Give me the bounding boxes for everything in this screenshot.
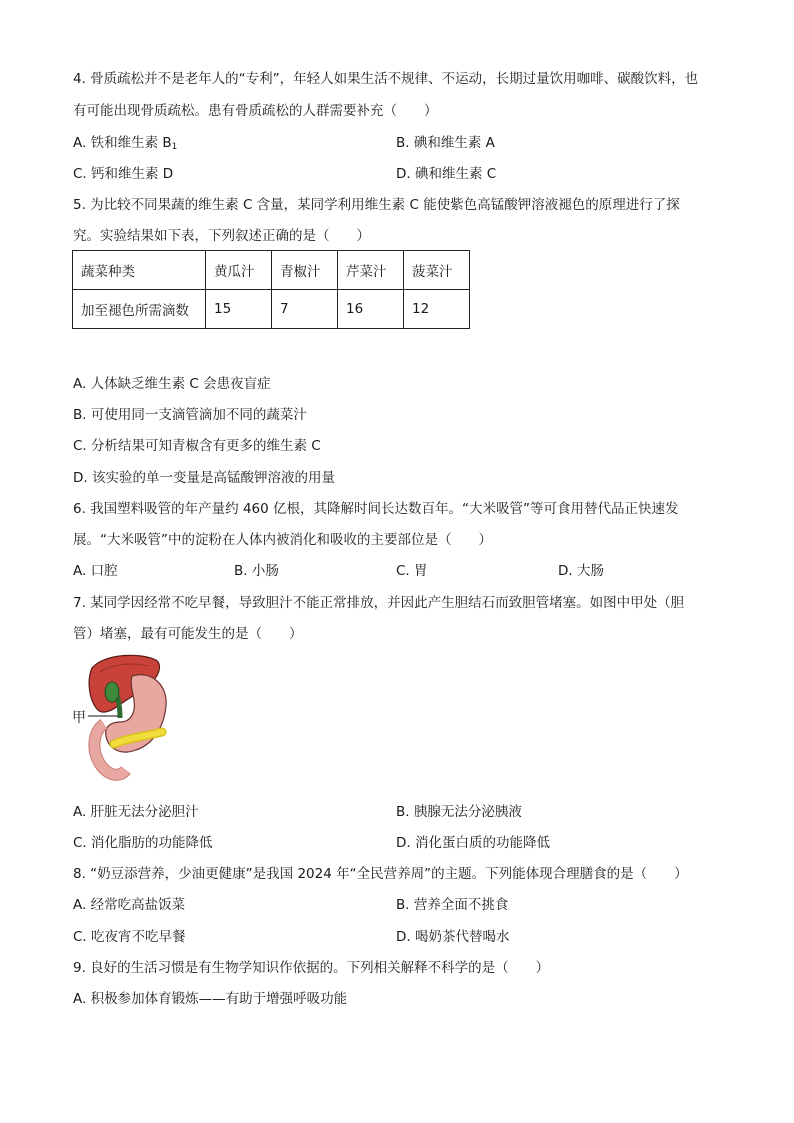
q7-option-d: D. 消化蛋白质的功能降低 xyxy=(396,835,550,851)
q5-option-b: B. 可使用同一支滴管滴加不同的蔬菜汁 xyxy=(73,407,307,423)
q8-option-d: D. 喝奶茶代替喝水 xyxy=(396,929,510,945)
q9-option-a: A. 积极参加体育锻炼——有助于增强呼吸功能 xyxy=(73,991,348,1007)
q6-option-b: B. 小肠 xyxy=(234,563,279,579)
table-cell: 加至褪色所需滴数 xyxy=(73,290,206,329)
figure-label-jia: 甲 xyxy=(72,710,86,726)
q5-stem-line1: 5. 为比较不同果蔬的维生素 C 含量，某同学利用维生素 C 能使紫色高锰酸钾溶液褪色的原理进行了探 xyxy=(73,197,680,213)
table-header-cell: 芹菜汁 xyxy=(338,251,404,290)
q6-option-d: D. 大肠 xyxy=(558,563,604,579)
q4-option-a-subscript: 1 xyxy=(171,142,178,152)
q5-option-d: D. 该实验的单一变量是高锰酸钾溶液的用量 xyxy=(73,470,335,486)
digestive-organ-figure xyxy=(70,652,180,782)
q7-option-c: C. 消化脂肪的功能降低 xyxy=(73,835,213,851)
q6-option-c: C. 胃 xyxy=(396,563,428,579)
table-cell: 7 xyxy=(272,290,338,329)
q5-data-table xyxy=(72,250,470,329)
q8-stem-line1: 8. “奶豆添营养，少油更健康”是我国 2024 年“全民营养周”的主题。下列能体现合理膳食的是（ ） xyxy=(73,866,688,882)
table-header-cell: 菠菜汁 xyxy=(404,251,470,290)
q4-option-d: D. 碘和维生素 C xyxy=(396,166,497,182)
q7-stem-line2: 管）堵塞，最有可能发生的是（ ） xyxy=(73,626,303,642)
q7-option-a: A. 肝脏无法分泌胆汁 xyxy=(73,804,199,820)
q4-option-b: B. 碘和维生素 A xyxy=(396,135,495,151)
q6-stem-line1: 6. 我国塑料吸管的年产量约 460 亿根，其降解时间长达数百年。“大米吸管”等可食用替代品正快速发 xyxy=(73,501,679,517)
q5-option-c: C. 分析结果可知青椒含有更多的维生素 C xyxy=(73,438,321,454)
table-header-row xyxy=(73,251,470,290)
table-cell: 12 xyxy=(404,290,470,329)
q5-stem-line2: 究。实验结果如下表，下列叙述正确的是（ ） xyxy=(73,228,370,244)
q6-stem-line2: 展。“大米吸管”中的淀粉在人体内被消化和吸收的主要部位是（ ） xyxy=(73,532,492,548)
q4-stem-line2: 有可能出现骨质疏松。患有骨质疏松的人群需要补充（ ） xyxy=(73,103,438,119)
liver-stomach-diagram xyxy=(70,652,180,782)
q6-option-a: A. 口腔 xyxy=(73,563,118,579)
q7-stem-line1: 7. 某同学因经常不吃早餐，导致胆汁不能正常排放，并因此产生胆结石而致胆管堵塞。如图中甲处（胆 xyxy=(73,595,685,611)
table-cell: 15 xyxy=(206,290,272,329)
q4-option-a-text: A. 铁和维生素 B xyxy=(73,135,172,151)
table-header-cell: 黄瓜汁 xyxy=(206,251,272,290)
table-cell: 16 xyxy=(338,290,404,329)
table-header-cell: 青椒汁 xyxy=(272,251,338,290)
q9-stem-line1: 9. 良好的生活习惯是有生物学知识作依据的。下列相关解释不科学的是（ ） xyxy=(73,960,550,976)
q4-option-c: C. 钙和维生素 D xyxy=(73,166,174,182)
q4-stem-line1: 4. 骨质疏松并不是老年人的“专利”，年轻人如果生活不规律、不运动，长期过量饮用咖啡、碳酸饮料，也 xyxy=(73,71,699,87)
table-header-cell: 蔬菜种类 xyxy=(73,251,206,290)
q5-option-a: A. 人体缺乏维生素 C 会患夜盲症 xyxy=(73,376,271,392)
q7-option-b: B. 胰腺无法分泌胰液 xyxy=(396,804,522,820)
q8-option-a: A. 经常吃高盐饭菜 xyxy=(73,897,186,913)
table-row xyxy=(73,290,470,329)
q8-option-b: B. 营养全面不挑食 xyxy=(396,897,509,913)
q4-option-a xyxy=(73,131,177,152)
q8-option-c: C. 吃夜宵不吃早餐 xyxy=(73,929,186,945)
